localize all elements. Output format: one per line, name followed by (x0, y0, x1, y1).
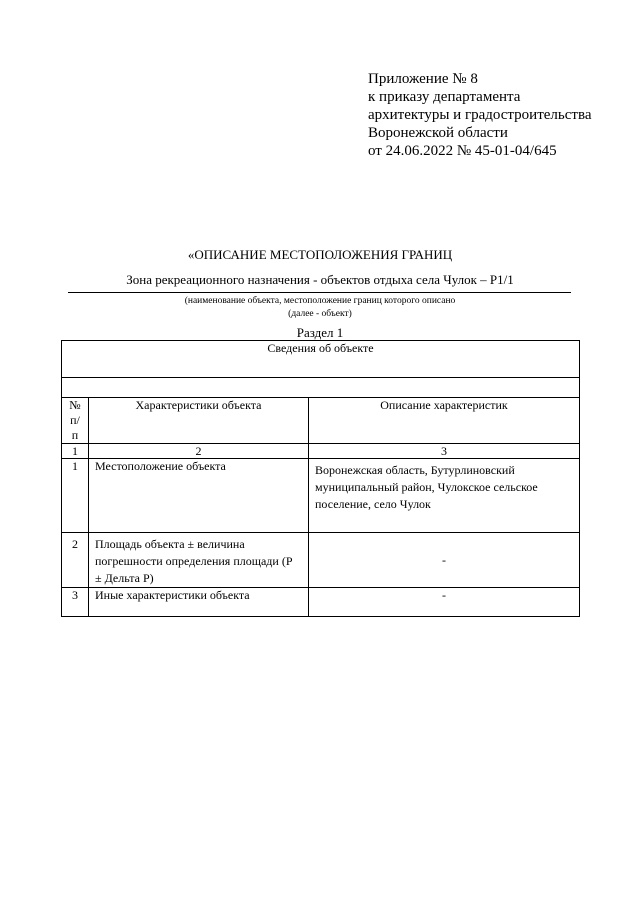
document-title: «ОПИСАНИЕ МЕСТОПОЛОЖЕНИЯ ГРАНИЦ (187, 247, 453, 262)
appendix-header (368, 70, 591, 160)
row-characteristic: Иные характеристики объекта (89, 588, 309, 617)
index-cell: 3 (309, 444, 580, 459)
table-row (62, 533, 580, 588)
header-description: Описание характеристик (309, 398, 580, 444)
table-row (62, 459, 580, 533)
index-cell: 2 (89, 444, 309, 459)
index-cell: 1 (62, 444, 89, 459)
row-description: Воронежская область, Бутурлиновский муниципальный район, Чулокское сельское поселение, село Чулок (309, 459, 580, 533)
section-label: Раздел 1 (296, 325, 344, 340)
row-num: 1 (62, 459, 89, 533)
table-blank-row (62, 378, 580, 398)
header-num: № п/п (62, 398, 89, 444)
subtitle-underline (68, 292, 571, 293)
appendix-header-line: архитектуры и градостроительства (368, 107, 592, 123)
header-characteristics: Характеристики объекта (89, 398, 309, 444)
table-title: Сведения об объекте (62, 341, 580, 378)
document-subtitle: Зона рекреационного назначения - объектов отдыха села Чулок – Р1/1 (126, 272, 514, 287)
caption-line: (наименование объекта, местоположение границ которого описано (184, 296, 456, 306)
row-characteristic: Площадь объекта ± величина погрешности определения площади (Р ± Дельта Р) (89, 533, 309, 588)
row-num: 2 (62, 533, 89, 588)
row-num: 3 (62, 588, 89, 617)
row-description: - (309, 533, 580, 588)
table-row (62, 588, 580, 617)
appendix-header-line: к приказу департамента (368, 89, 521, 105)
object-info-table (61, 340, 580, 617)
appendix-header-line: Воронежской области (368, 125, 508, 141)
caption-line: (далее - объект) (288, 309, 352, 319)
appendix-header-line: от 24.06.2022 № 45-01-04/645 (368, 143, 557, 159)
row-description: - (309, 588, 580, 617)
appendix-header-line: Приложение № 8 (368, 71, 478, 87)
row-characteristic: Местоположение объекта (89, 459, 309, 533)
